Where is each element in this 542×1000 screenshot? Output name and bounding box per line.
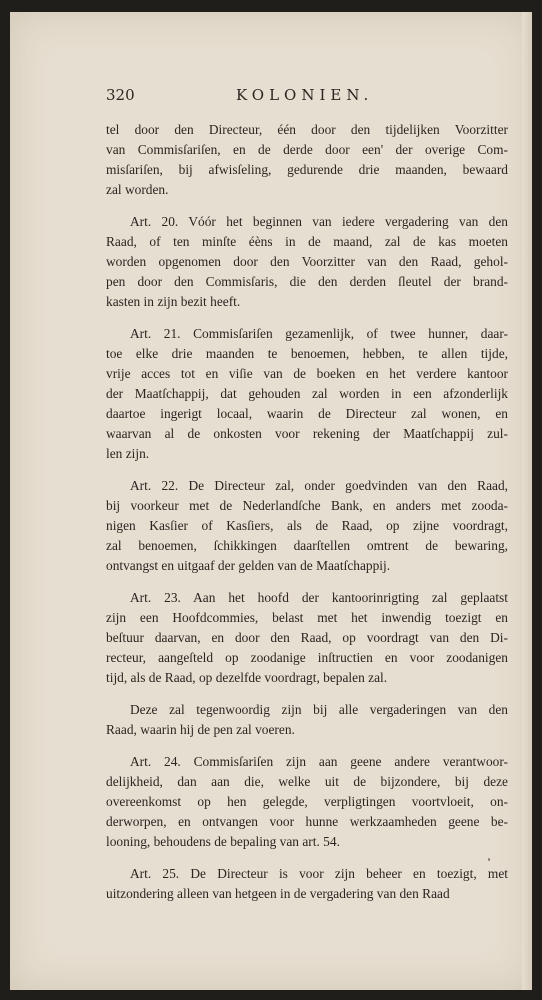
paragraph	[106, 212, 508, 312]
text-line: der Maatſchappij, dat gehouden zal worden in een afzonderlijk	[106, 386, 508, 401]
text-line: overeenkomst op hen gelegde, verpligtingen voortvloeit, on-	[106, 794, 508, 809]
text-line: beſtuur daarvan, en door den Raad, op voordragt van den Di-	[106, 630, 508, 645]
page-edge-shadow	[522, 12, 532, 990]
page-number: 320	[106, 86, 135, 104]
text-line: daartoe ingerigt locaal, waarin de Directeur zal wonen, en	[106, 406, 508, 421]
text-line: Art. 25. De Directeur is voor zijn beheer en toezigt, met	[130, 866, 508, 881]
text-line: toe elke drie maanden te benoemen, hebben, te allen tijde,	[106, 346, 508, 361]
paragraph	[106, 864, 508, 904]
text-line: Deze zal tegenwoordig zijn bij alle vergaderingen van den	[130, 702, 508, 717]
text-line: looning, behoudens de bepaling van art. 54.	[106, 834, 340, 849]
text-line: zal benoemen, ſchikkingen daarſtellen omtrent de bewaring,	[106, 538, 508, 553]
paragraph	[106, 476, 508, 576]
text-line: Art. 20. Vóór het beginnen van iedere vergadering van den	[130, 214, 508, 229]
text-line: tijd, als de Raad, op dezelfde voordragt, bepalen zal.	[106, 670, 388, 685]
text-line: van Commisſariſen, en de derde door een' der overige Com-	[106, 142, 508, 157]
text-line: worden opgenomen door den Voorzitter van den Raad, gehol-	[106, 254, 508, 269]
text-line: ontvangst en uitgaaf der gelden van de Maatſchappij.	[106, 558, 391, 573]
text-line: Art. 21. Commisſariſen gezamenlijk, of twee hunner, daar-	[130, 326, 508, 341]
text-line: zal worden.	[106, 182, 169, 197]
text-line: vrije acces tot en viſie van de boeken en het verdere kantoor	[106, 366, 508, 381]
text-line: recteur, aangeſteld op zoodanige inſtructien en voor zoodanigen	[106, 650, 508, 665]
text-line: Art. 24. Commisſariſen zijn aan geene andere verantwoor-	[130, 754, 508, 769]
text-line: nigen Kasſier of Kasſiers, als de Raad, op zijne voordragt,	[106, 518, 508, 533]
text-line: misſariſen, bij afwisſeling, gedurende drie maanden, bewaard	[106, 162, 508, 177]
paragraph	[106, 752, 508, 852]
text-line: Art. 22. De Directeur zal, onder goedvinden van den Raad,	[130, 478, 508, 493]
paragraph	[106, 700, 508, 740]
text-line: derworpen, en ontvangen voor hunne werkzaamheden geene be-	[106, 814, 508, 829]
paragraph	[106, 588, 508, 688]
text-line: Raad, waarin hij de pen zal voeren.	[106, 722, 295, 737]
text-line: pen door den Commisſaris, die den derden ſleutel der brand-	[106, 274, 508, 289]
text-line: bij voorkeur met de Nederlandſche Bank, en anders met zooda-	[106, 498, 508, 513]
text-line: Raad, of ten minſte éèns in de maand, zal de kas moeten	[106, 234, 508, 249]
paragraph	[106, 324, 508, 464]
text-line: uitzondering alleen van hetgeen in de vergadering van den Raad	[106, 886, 450, 901]
body-text	[106, 120, 508, 916]
text-line: kasten in zijn bezit heeft.	[106, 294, 241, 309]
text-line: tel door den Directeur, één door den tijdelijken Voorzitter	[106, 122, 508, 137]
text-line: zijn een Hoofdcommies, belast met het inwendig toezigt en	[106, 610, 508, 625]
text-line: waarvan al de onkosten voor rekening der Maatſchappij zul-	[106, 426, 508, 441]
text-line: delijkheid, dan aan die, welke uit de bijzondere, bij deze	[106, 774, 508, 789]
text-line: Art. 23. Aan het hoofd der kantoorinrigting zal geplaatst	[130, 590, 508, 605]
page-header	[106, 86, 396, 108]
paragraph	[106, 120, 508, 200]
running-head: KOLONIEN.	[236, 86, 374, 104]
text-line: len zijn.	[106, 446, 150, 461]
